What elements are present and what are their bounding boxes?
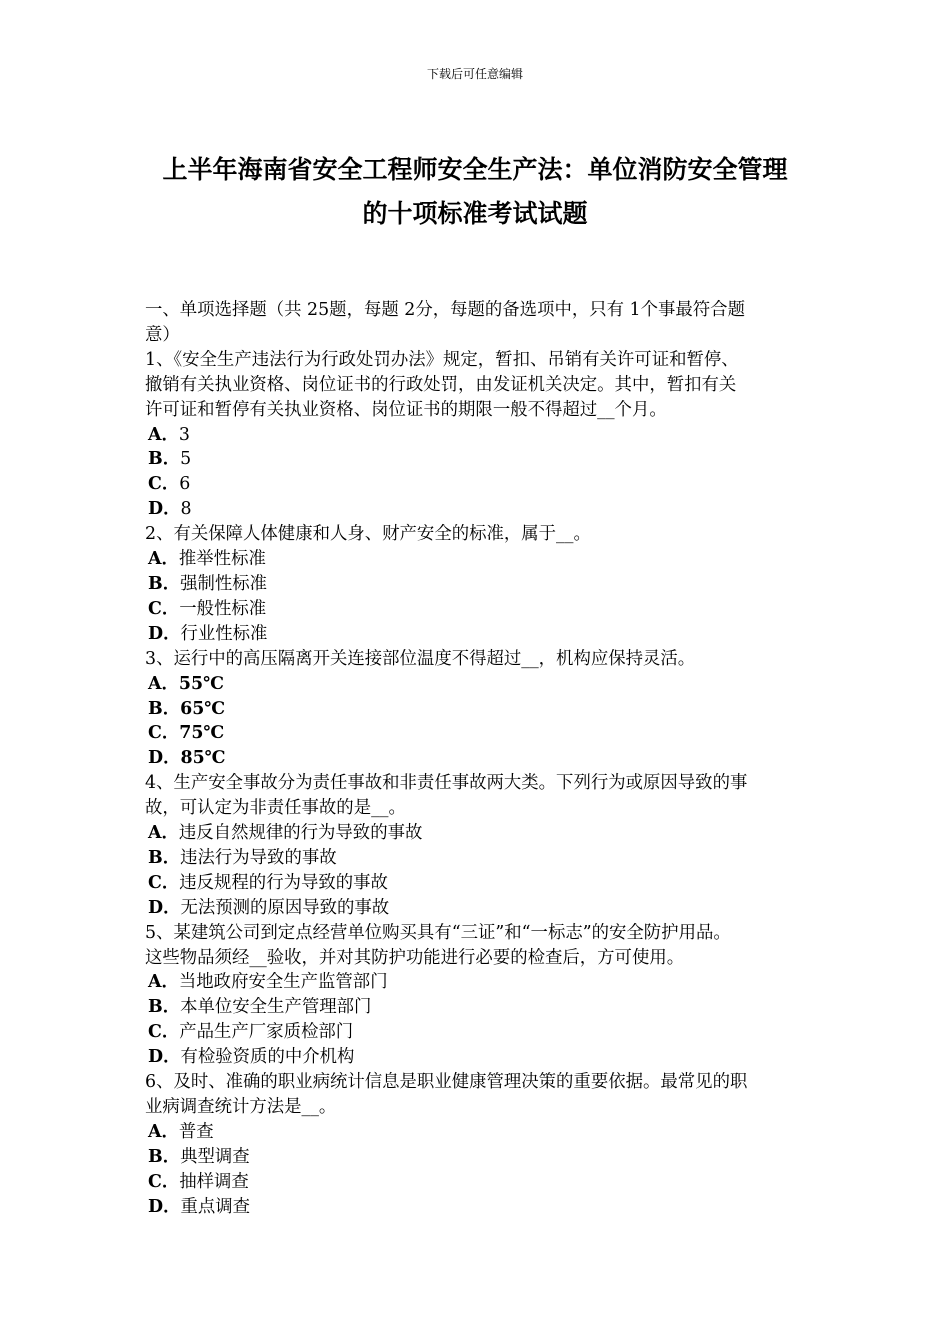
section-heading-line-2: 意） bbox=[145, 324, 180, 345]
option-a bbox=[145, 1120, 813, 1145]
option-letter: B． bbox=[148, 698, 181, 719]
option-b bbox=[145, 1145, 813, 1170]
option-c bbox=[145, 472, 813, 497]
option-letter: C． bbox=[148, 1022, 180, 1043]
option-letter: C． bbox=[148, 1171, 180, 1192]
option-letter: D． bbox=[148, 897, 181, 918]
option-c bbox=[145, 597, 813, 622]
option-c bbox=[145, 871, 813, 896]
option-letter: B． bbox=[148, 1146, 181, 1167]
option-d bbox=[145, 497, 813, 522]
option-b bbox=[145, 995, 813, 1020]
option-letter: D． bbox=[148, 1196, 181, 1217]
option-a bbox=[145, 547, 813, 572]
title-line-2: 的十项标准考试试题 bbox=[362, 199, 588, 228]
question-text-line: 2、有关保障人体健康和人身、财产安全的标准，属于__。 bbox=[145, 524, 591, 545]
option-text: 一般性标准 bbox=[179, 598, 267, 619]
option-text: 55℃ bbox=[178, 673, 224, 694]
option-letter: C． bbox=[148, 598, 180, 619]
option-text: 75℃ bbox=[179, 723, 225, 744]
option-letter: A． bbox=[148, 673, 179, 694]
option-text: 推举性标准 bbox=[178, 549, 266, 570]
option-d bbox=[145, 1195, 813, 1220]
document-body bbox=[145, 298, 813, 1220]
option-b bbox=[145, 447, 813, 472]
option-letter: A． bbox=[148, 823, 179, 844]
option-d bbox=[145, 622, 813, 647]
option-letter: A． bbox=[148, 1121, 179, 1142]
question-2 bbox=[145, 522, 813, 647]
option-text: 违法行为导致的事故 bbox=[180, 847, 337, 868]
option-letter: C． bbox=[148, 723, 180, 744]
option-d bbox=[145, 1045, 813, 1070]
option-letter: D． bbox=[148, 748, 181, 769]
option-a bbox=[145, 821, 813, 846]
question-3 bbox=[145, 647, 813, 772]
option-letter: C． bbox=[148, 872, 180, 893]
question-6 bbox=[145, 1070, 813, 1219]
option-text: 产品生产厂家质检部门 bbox=[179, 1022, 354, 1043]
option-text: 当地政府安全生产监管部门 bbox=[178, 972, 388, 993]
option-text: 3 bbox=[178, 424, 190, 445]
question-1 bbox=[145, 348, 813, 522]
question-text-line: 许可证和暂停有关执业资格、岗位证书的期限一般不得超过__个月。 bbox=[145, 399, 667, 420]
option-c bbox=[145, 721, 813, 746]
option-b bbox=[145, 697, 813, 722]
question-text-line: 1、《安全生产违法行为行政处罚办法》规定，暂扣、吊销有关许可证和暂停、 bbox=[145, 349, 739, 370]
option-text: 本单位安全生产管理部门 bbox=[180, 997, 372, 1018]
option-a bbox=[145, 970, 813, 995]
option-letter: D． bbox=[148, 499, 181, 520]
section-heading-line-1: 一、单项选择题（共 25题，每题 2分，每题的备选项中，只有 1个事最符合题 bbox=[145, 300, 745, 320]
option-text: 强制性标准 bbox=[180, 573, 268, 594]
option-letter: D． bbox=[148, 1047, 181, 1068]
option-b bbox=[145, 572, 813, 597]
option-letter: C． bbox=[148, 474, 180, 495]
option-letter: B． bbox=[148, 847, 181, 868]
option-text: 85℃ bbox=[180, 748, 226, 769]
question-text-line: 故，可认定为非责任事故的是__。 bbox=[145, 798, 406, 819]
option-text: 5 bbox=[180, 449, 192, 470]
question-text-line: 6、及时、准确的职业病统计信息是职业健康管理决策的重要依据。最常见的职 bbox=[145, 1072, 748, 1093]
option-letter: B． bbox=[148, 573, 181, 594]
option-text: 典型调查 bbox=[180, 1146, 250, 1167]
question-text-line: 5、某建筑公司到定点经营单位购买具有“三证”和“一标志”的安全防护用品。 bbox=[145, 922, 731, 943]
option-text: 8 bbox=[180, 499, 192, 520]
option-c bbox=[145, 1020, 813, 1045]
question-text-line: 4、生产安全事故分为责任事故和非责任事故两大类。下列行为或原因导致的事 bbox=[145, 773, 748, 794]
option-text: 违反规程的行为导致的事故 bbox=[179, 872, 388, 893]
document-title bbox=[120, 148, 830, 236]
option-text: 有检验资质的中介机构 bbox=[180, 1047, 355, 1068]
option-d bbox=[145, 746, 813, 771]
option-text: 无法预测的原因导致的事故 bbox=[180, 897, 390, 918]
question-text-line: 业病调查统计方法是__。 bbox=[145, 1097, 337, 1117]
option-text: 重点调查 bbox=[180, 1196, 251, 1217]
option-text: 违反自然规律的行为导致的事故 bbox=[178, 823, 423, 844]
option-text: 65℃ bbox=[180, 698, 226, 719]
option-a bbox=[145, 672, 813, 697]
option-letter: B． bbox=[148, 449, 181, 470]
option-letter: D． bbox=[148, 623, 181, 644]
option-c bbox=[145, 1170, 813, 1195]
option-letter: A． bbox=[148, 549, 179, 570]
question-4 bbox=[145, 771, 813, 920]
option-letter: B． bbox=[148, 997, 181, 1018]
option-d bbox=[145, 896, 813, 921]
option-b bbox=[145, 846, 813, 871]
question-5 bbox=[145, 921, 813, 1070]
option-text: 普查 bbox=[178, 1121, 214, 1142]
option-text: 行业性标准 bbox=[180, 623, 268, 644]
title-line-1: 上半年海南省安全工程师安全生产法：单位消防安全管理 bbox=[162, 155, 788, 184]
question-text-line: 这些物品须经__验收，并对其防护功能进行必要的检查后，方可使用。 bbox=[145, 947, 685, 968]
option-text: 抽样调查 bbox=[179, 1171, 249, 1192]
question-text-line: 3、运行中的高压隔离开关连接部位温度不得超过__，机构应保持灵活。 bbox=[145, 648, 696, 669]
page-header: 下载后可任意编辑 bbox=[426, 67, 523, 81]
question-text-line: 撤销有关执业资格、岗位证书的行政处罚，由发证机关决定。其中，暂扣有关 bbox=[145, 374, 737, 395]
option-letter: A． bbox=[148, 424, 179, 445]
option-letter: A． bbox=[148, 972, 179, 993]
option-a bbox=[145, 423, 813, 448]
option-text: 6 bbox=[179, 474, 191, 495]
